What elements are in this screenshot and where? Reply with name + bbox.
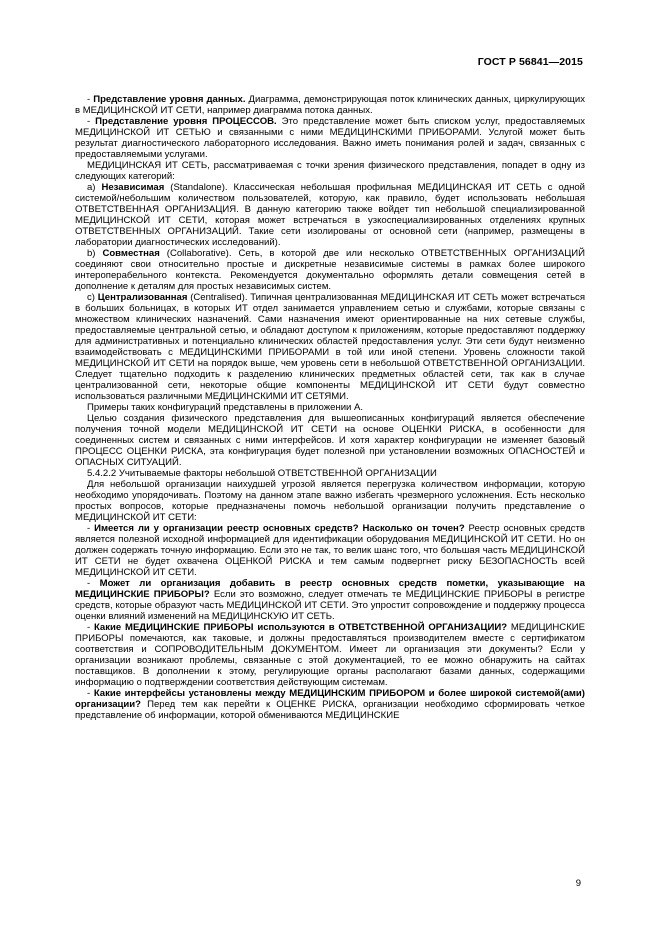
section-heading: 5.4.2.2 Учитываемые факторы небольшой ОТВЕТСТВЕННОЙ ОРГАНИЗАЦИИ (87, 468, 437, 479)
paragraph: Для небольшой организации наихудшей угрозой является перегрузка количеством информации, которую необходимо упорядочивать. Поэтому на данном этапе важно избегать чрезмерного усложнения. Есть несколько простых вопросов, которые предназначены помочь небольшой организации получить представление о МЕДИЦИНСКОЙ ИТ СЕТИ: (75, 479, 585, 523)
page-number: 9 (575, 878, 581, 889)
paragraph: - Представление уровня данных. Диаграмма, демонстрирующая поток клинических данных, циркулирующих в МЕДИЦИНСКОЙ ИТ СЕТИ, например диаграмма потока данных. (75, 94, 585, 116)
paragraph: - Какие интерфейсы установлены между МЕДИЦИНСКИМ ПРИБОРОМ и более широкой системой(ами) организации? Перед тем как перейти к ОЦЕНКЕ РИСКА, организации необходимо сформировать четкое представление об информации, которой обмениваются МЕДИЦИНСКИЕ (75, 688, 585, 721)
paragraph: Целью создания физического представления для вышеописанных конфигураций является обеспечение получения точной модели МЕДИЦИНСКОЙ ИТ СЕТИ на основе ОЦЕНКИ РИСКА, в особенности для соединенных систем и связанных с ними интерфейсов. И хотя характер конфигурации не изменяет базовый ПРОЦЕСС ОЦЕНКИ РИСКА, эта конфигурация будет полезной при установлении возможных ОПАСНОСТЕЙ и ОПАСНЫХ СИТУАЦИЙ. (75, 413, 585, 468)
standard-number: ГОСТ Р 56841—2015 (477, 56, 583, 68)
paragraph: a) Независимая (Standalone). Классическая небольшая профильная МЕДИЦИНСКАЯ ИТ СЕТЬ с одной системой/небольшим количеством пользователей, которую, как правило, будет использовать небольшая ОТВЕТСТВЕННАЯ ОРГАНИЗАЦИЯ. В данную категорию также войдет тип небольшой специализированной МЕДИЦИНСКОЙ ИТ СЕТИ, которая может встречаться в узкоспециализированных отделениях крупных ОТВЕТСТВЕННЫХ ОРГАНИЗАЦИЙ. Такие сети изолированы от основной сети (например, размещены в лаборатории диагностических исследований). (75, 182, 585, 248)
paragraph: - Имеется ли у организации реестр основных средств? Насколько он точен? Реестр основных средств является полезной исходной информацией для идентификации оборудования МЕДИЦИНСКОЙ ИТ СЕТИ. Но он должен содержать точную информацию. Если это не так, то велик шанс того, что большая часть МЕДИЦИНСКОЙ ИТ СЕТИ не будет охвачена ОЦЕНКОЙ РИСКА и тем самым подвергнет риску БЕЗОПАСНОСТЬ всей МЕДИЦИНСКОЙ ИТ СЕТИ. (75, 523, 585, 578)
paragraph: c) Централизованная (Centralised). Типичная централизованная МЕДИЦИНСКАЯ ИТ СЕТЬ может встречаться в больших больницах, в которых ИТ отдел занимается управлением сетью и службами, которые связаны с множеством клинических назначений. Сами назначения имеют ориентированные на них сетевые службы, предоставляемые центральной сетью, и обладают доступом к приложениям, которые предоставляют поддержку для административных и потенциально клинических областей предоставления услуг. Эти сети будут неизменно взаимодействовать с МЕДИЦИНСКИМИ ПРИБОРАМИ в той или иной степени. Уровень сложности такой МЕДИЦИНСКОЙ ИТ СЕТИ на порядок выше, чем уровень сети в небольшой ОТВЕТСТВЕННОЙ ОРГАНИЗАЦИИ. Следует тщательно подходить к разделению клинических предметных областей сети, так как в случае централизованной сети, некоторые общие компоненты МЕДИЦИНСКОЙ ИТ СЕТИ будут совместно использоваться различными МЕДИЦИНСКИМИ ИТ СЕТЯМИ. (75, 292, 585, 402)
paragraph: - Может ли организация добавить в реестр основных средств пометки, указывающие на МЕДИЦИНСКИЕ ПРИБОРЫ? Если это возможно, следует отмечать те МЕДИЦИНСКИЕ ПРИБОРЫ в регистре средств, которые образуют часть МЕДИЦИНСКОЙ ИТ СЕТИ. Это упростит сопровождение и поддержку процесса оценки влияний изменений на МЕДИЦИНСКУЮ ИТ СЕТЬ. (75, 578, 585, 622)
paragraph: b) Совместная (Collaborative). Сеть, в которой две или несколько ОТВЕТСТВЕННЫХ ОРГАНИЗАЦИЙ соединяют свои относительно простые и дискретные независимые системы в рамках более широкого интероперабельного контекста. Рекомендуется документально оформлять детали совмещения сетей в дополнение к деталям для простых независимых систем. (75, 248, 585, 292)
paragraph: - Представление уровня ПРОЦЕССОВ. Это представление может быть списком услуг, предоставляемых МЕДИЦИНСКОЙ ИТ СЕТЬЮ и связанными с ними МЕДИЦИНСКИМИ ПРИБОРАМИ. Услугой может быть результат диагностического лабораторного исследования. Важно иметь понимания ролей и задач, связанных с предоставляемыми услугами. (75, 116, 585, 160)
paragraph: МЕДИЦИНСКАЯ ИТ СЕТЬ, рассматриваемая с точки зрения физического представления, попадет в одну из следующих категорий: (75, 160, 585, 182)
document-body (75, 94, 585, 721)
paragraph: - Какие МЕДИЦИНСКИЕ ПРИБОРЫ используются в ОТВЕТСТВЕННОЙ ОРГАНИЗАЦИИ? МЕДИЦИНСКИЕ ПРИБОРЫ помечаются, как таковые, и должны предоставляться производителем вместе с сертификатом соответствия и СОПРОВОДИТЕЛЬНЫМ ДОКУМЕНТОМ. Имеет ли организация эти документы? Если у организации возникают проблемы, связанные с этой документацией, то ее можно обнаружить на сайтах поставщиков. В дополнении к этому, регулирующие органы располагают базами данных, содержащими информацию о подтверждении соответствия действующим системам. (75, 622, 585, 688)
paragraph: Примеры таких конфигураций представлены в приложении А. (87, 402, 364, 413)
